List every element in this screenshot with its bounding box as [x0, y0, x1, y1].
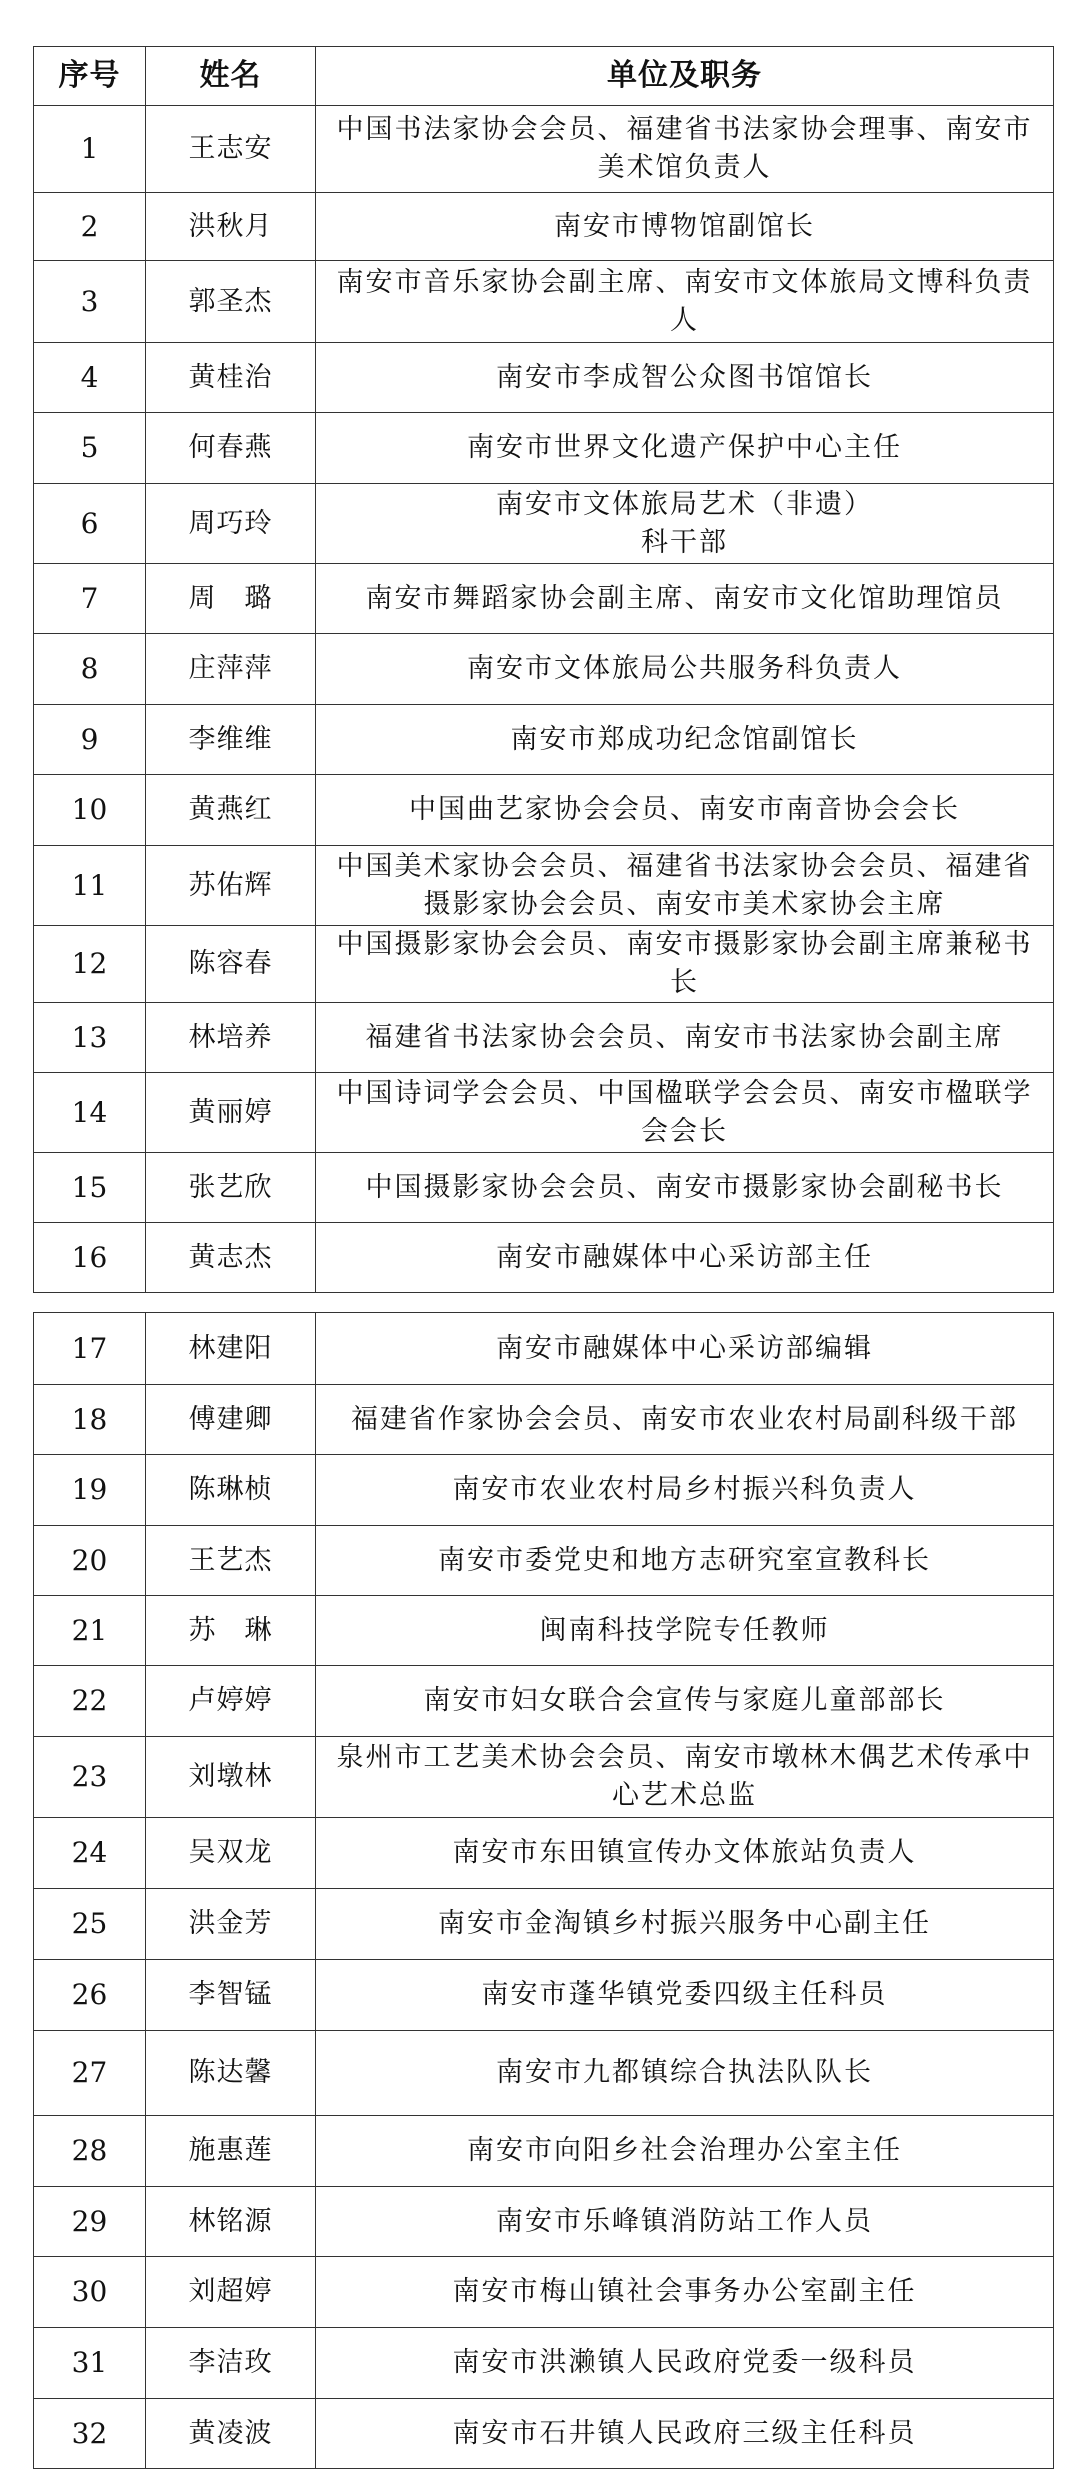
row-name: 刘墩林 [146, 1737, 316, 1818]
row-dept: 南安市乐峰镇消防站工作人员 [316, 2187, 1054, 2257]
row-dept: 南安市文体旅局艺术（非遗）科干部 [316, 484, 1054, 564]
table-row [34, 2257, 1054, 2328]
row-number: 11 [34, 846, 146, 926]
table-row [34, 775, 1054, 846]
table-row [34, 926, 1054, 1003]
row-number: 5 [34, 413, 146, 484]
table-row [34, 1153, 1054, 1223]
row-number: 1 [34, 106, 146, 193]
row-name: 傅建卿 [146, 1385, 316, 1455]
row-number: 8 [34, 634, 146, 705]
row-name: 洪秋月 [146, 193, 316, 261]
table-row [34, 705, 1054, 775]
row-number: 31 [34, 2328, 146, 2399]
row-number: 7 [34, 564, 146, 634]
row-name: 黄丽婷 [146, 1073, 316, 1153]
table-row [34, 1455, 1054, 1526]
row-number: 13 [34, 1003, 146, 1073]
row-number: 10 [34, 775, 146, 846]
row-name: 黄燕红 [146, 775, 316, 846]
row-number: 28 [34, 2116, 146, 2187]
row-dept: 中国摄影家协会会员、南安市摄影家协会副主席兼秘书长 [316, 926, 1054, 1003]
row-dept: 南安市博物馆副馆长 [316, 193, 1054, 261]
row-name: 苏 琳 [146, 1596, 316, 1666]
table-row [34, 193, 1054, 261]
row-number: 6 [34, 484, 146, 564]
staff-table-part-1 [33, 46, 1054, 1293]
table-row [34, 261, 1054, 343]
row-dept: 南安市融媒体中心采访部编辑 [316, 1313, 1054, 1385]
row-dept: 中国书法家协会会员、福建省书法家协会理事、南安市美术馆负责人 [316, 106, 1054, 193]
table-row [34, 484, 1054, 564]
row-number: 23 [34, 1737, 146, 1818]
row-number: 24 [34, 1818, 146, 1889]
row-name: 洪金芳 [146, 1889, 316, 1960]
row-number: 17 [34, 1313, 146, 1385]
row-name: 郭圣杰 [146, 261, 316, 343]
row-number: 25 [34, 1889, 146, 1960]
row-dept: 南安市李成智公众图书馆馆长 [316, 343, 1054, 413]
table-row [34, 1596, 1054, 1666]
row-name: 李维维 [146, 705, 316, 775]
row-name: 李洁玫 [146, 2328, 316, 2399]
row-number: 12 [34, 926, 146, 1003]
row-dept: 南安市梅山镇社会事务办公室副主任 [316, 2257, 1054, 2328]
row-name: 黄桂治 [146, 343, 316, 413]
table-row [34, 1003, 1054, 1073]
row-name: 周 璐 [146, 564, 316, 634]
table-row [34, 343, 1054, 413]
table-row [34, 1526, 1054, 1596]
row-number: 27 [34, 2031, 146, 2116]
table-row [34, 1666, 1054, 1737]
row-name: 刘超婷 [146, 2257, 316, 2328]
row-name: 陈容春 [146, 926, 316, 1003]
row-number: 26 [34, 1960, 146, 2031]
row-number: 9 [34, 705, 146, 775]
row-name: 庄萍萍 [146, 634, 316, 705]
row-dept: 南安市舞蹈家协会副主席、南安市文化馆助理馆员 [316, 564, 1054, 634]
row-name: 李智锰 [146, 1960, 316, 2031]
table-row [34, 1737, 1054, 1818]
row-number: 22 [34, 1666, 146, 1737]
row-name: 陈达馨 [146, 2031, 316, 2116]
table-row [34, 2116, 1054, 2187]
table-row [34, 846, 1054, 926]
row-number: 4 [34, 343, 146, 413]
row-number: 21 [34, 1596, 146, 1666]
row-dept: 南安市文体旅局公共服务科负责人 [316, 634, 1054, 705]
row-name: 卢婷婷 [146, 1666, 316, 1737]
table-row [34, 2328, 1054, 2399]
table-row [34, 564, 1054, 634]
row-name: 林铭源 [146, 2187, 316, 2257]
row-dept: 南安市九都镇综合执法队队长 [316, 2031, 1054, 2116]
row-name: 何春燕 [146, 413, 316, 484]
row-number: 15 [34, 1153, 146, 1223]
row-name: 黄志杰 [146, 1223, 316, 1293]
row-number: 18 [34, 1385, 146, 1455]
row-number: 20 [34, 1526, 146, 1596]
table-row [34, 1818, 1054, 1889]
row-number: 29 [34, 2187, 146, 2257]
row-name: 吴双龙 [146, 1818, 316, 1889]
row-number: 2 [34, 193, 146, 261]
row-dept: 南安市委党史和地方志研究室宣教科长 [316, 1526, 1054, 1596]
row-dept: 南安市音乐家协会副主席、南安市文体旅局文博科负责人 [316, 261, 1054, 343]
table-row [34, 2031, 1054, 2116]
row-dept: 南安市东田镇宣传办文体旅站负责人 [316, 1818, 1054, 1889]
row-name: 周巧玲 [146, 484, 316, 564]
row-name: 张艺欣 [146, 1153, 316, 1223]
row-dept: 南安市洪濑镇人民政府党委一级科员 [316, 2328, 1054, 2399]
row-number: 14 [34, 1073, 146, 1153]
row-name: 陈琳桢 [146, 1455, 316, 1526]
row-dept: 南安市蓬华镇党委四级主任科员 [316, 1960, 1054, 2031]
row-number: 32 [34, 2399, 146, 2469]
table-row [34, 106, 1054, 193]
row-dept: 南安市金淘镇乡村振兴服务中心副主任 [316, 1889, 1054, 1960]
header-seq: 序号 [34, 47, 146, 106]
staff-table-part-2 [33, 1312, 1054, 2469]
row-dept: 中国诗词学会会员、中国楹联学会会员、南安市楹联学会会长 [316, 1073, 1054, 1153]
row-number: 30 [34, 2257, 146, 2328]
table-header-row [34, 47, 1054, 106]
table-row [34, 1073, 1054, 1153]
header-name: 姓名 [146, 47, 316, 106]
row-dept: 南安市妇女联合会宣传与家庭儿童部部长 [316, 1666, 1054, 1737]
table-row [34, 1223, 1054, 1293]
row-name: 王志安 [146, 106, 316, 193]
row-dept: 南安市向阳乡社会治理办公室主任 [316, 2116, 1054, 2187]
row-dept: 中国美术家协会会员、福建省书法家协会会员、福建省摄影家协会会员、南安市美术家协会主席 [316, 846, 1054, 926]
row-dept: 中国曲艺家协会会员、南安市南音协会会长 [316, 775, 1054, 846]
row-name: 林培养 [146, 1003, 316, 1073]
row-name: 苏佑辉 [146, 846, 316, 926]
row-dept: 福建省书法家协会会员、南安市书法家协会副主席 [316, 1003, 1054, 1073]
table-row [34, 1385, 1054, 1455]
header-dept: 单位及职务 [316, 47, 1054, 106]
row-name: 林建阳 [146, 1313, 316, 1385]
table-row [34, 1889, 1054, 1960]
row-number: 3 [34, 261, 146, 343]
table-row [34, 1960, 1054, 2031]
row-number: 19 [34, 1455, 146, 1526]
row-name: 王艺杰 [146, 1526, 316, 1596]
row-dept: 闽南科技学院专任教师 [316, 1596, 1054, 1666]
row-dept: 南安市农业农村局乡村振兴科负责人 [316, 1455, 1054, 1526]
table-row [34, 2187, 1054, 2257]
table-row [34, 634, 1054, 705]
row-dept: 中国摄影家协会会员、南安市摄影家协会副秘书长 [316, 1153, 1054, 1223]
row-name: 施惠莲 [146, 2116, 316, 2187]
row-dept: 泉州市工艺美术协会会员、南安市墩林木偶艺术传承中心艺术总监 [316, 1737, 1054, 1818]
row-dept: 南安市世界文化遗产保护中心主任 [316, 413, 1054, 484]
row-name: 黄凌波 [146, 2399, 316, 2469]
row-dept: 南安市郑成功纪念馆副馆长 [316, 705, 1054, 775]
row-dept: 南安市石井镇人民政府三级主任科员 [316, 2399, 1054, 2469]
row-dept: 南安市融媒体中心采访部主任 [316, 1223, 1054, 1293]
table-row [34, 413, 1054, 484]
row-number: 16 [34, 1223, 146, 1293]
row-dept: 福建省作家协会会员、南安市农业农村局副科级干部 [316, 1385, 1054, 1455]
table-row [34, 1313, 1054, 1385]
table-row [34, 2399, 1054, 2469]
